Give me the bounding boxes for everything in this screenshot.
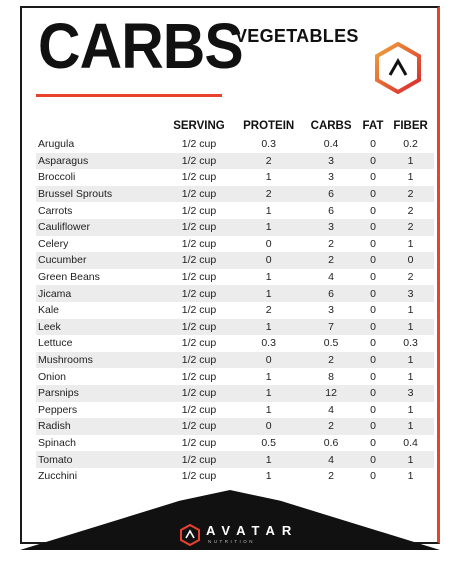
cell-food: Onion <box>38 370 67 383</box>
cell-protein: 1 <box>265 370 272 383</box>
cell-serving: 1/2 cup <box>164 186 234 203</box>
cell-carbs: 2 <box>328 470 334 483</box>
cell-fat: 0 <box>359 385 387 402</box>
cell-food: Broccoli <box>38 171 76 184</box>
cell-fat: 0 <box>359 153 387 170</box>
cell-protein: 0 <box>234 252 303 269</box>
cell-carbs: 2 <box>303 418 358 435</box>
cell-carbs: 3 <box>303 153 358 170</box>
cell-fat: 0 <box>359 252 387 269</box>
cell-fat: 0 <box>359 418 387 435</box>
cell-fat: 0 <box>370 470 376 483</box>
cell-fiber: 2 <box>387 186 434 203</box>
cell-carbs: 6 <box>303 186 358 203</box>
cell-carbs: 2 <box>303 252 358 269</box>
cell-fat: 0 <box>370 237 376 250</box>
cell-protein: 0.3 <box>261 337 276 350</box>
cell-serving: 1/2 cup <box>181 138 217 151</box>
cell-protein: 2 <box>234 186 303 203</box>
cell-protein: 1 <box>234 451 303 468</box>
avatar-hexagon-icon <box>180 524 200 546</box>
cell-fiber: 3 <box>387 385 434 402</box>
cell-food: Peppers <box>38 403 78 416</box>
cell-food: Asparagus <box>36 153 164 170</box>
cell-protein: 1 <box>265 204 272 217</box>
nutrition-card <box>20 6 440 544</box>
table-row <box>36 136 434 153</box>
cell-fiber: 1 <box>407 304 414 317</box>
cell-food: Tomato <box>36 451 164 468</box>
cell-fat: 0 <box>370 304 376 317</box>
cell-serving: 1/2 cup <box>181 204 217 217</box>
cell-fat: 0 <box>370 204 376 217</box>
table-row <box>36 252 434 269</box>
cell-carbs: 6 <box>328 204 334 217</box>
table-row <box>36 219 434 236</box>
cell-protein: 1 <box>265 470 272 483</box>
cell-carbs: 3 <box>303 219 358 236</box>
cell-protein: 1 <box>265 271 272 284</box>
cell-serving: 1/2 cup <box>181 171 217 184</box>
cell-fiber: 3 <box>387 285 434 302</box>
cell-fiber: 1 <box>407 237 414 250</box>
cell-fat: 0 <box>370 171 376 184</box>
cell-food: Cucumber <box>36 252 164 269</box>
cell-food: Kale <box>38 304 60 317</box>
table-row <box>36 435 434 452</box>
cell-food: Cauliflower <box>36 219 164 236</box>
cell-fiber: 0.4 <box>403 436 418 449</box>
cell-carbs: 2 <box>303 352 358 369</box>
cell-serving: 1/2 cup <box>164 319 234 336</box>
cell-fiber: 2 <box>407 271 414 284</box>
cell-serving: 1/2 cup <box>181 370 217 383</box>
cell-serving: 1/2 cup <box>164 285 234 302</box>
table-row <box>36 368 434 385</box>
cell-serving: 1/2 cup <box>164 352 234 369</box>
cell-serving: 1/2 cup <box>164 252 234 269</box>
cell-fiber: 0 <box>387 252 434 269</box>
cell-fat: 0 <box>359 319 387 336</box>
table-row <box>36 236 434 253</box>
cell-fiber: 1 <box>407 403 414 416</box>
cell-carbs: 7 <box>303 319 358 336</box>
cell-fat: 0 <box>359 352 387 369</box>
cell-fiber: 1 <box>407 370 414 383</box>
table-row <box>36 402 434 419</box>
table-header-row <box>36 118 434 136</box>
table-row <box>36 319 434 336</box>
cell-carbs: 8 <box>328 370 334 383</box>
cell-serving: 1/2 cup <box>181 470 217 483</box>
cell-serving: 1/2 cup <box>164 385 234 402</box>
cell-protein: 1 <box>234 219 303 236</box>
table-row <box>36 285 434 302</box>
cell-food: Green Beans <box>38 271 100 284</box>
cell-protein: 1 <box>234 319 303 336</box>
cell-fat: 0 <box>370 436 376 449</box>
cell-carbs: 2 <box>328 237 334 250</box>
table-row <box>36 202 434 219</box>
cell-carbs: 6 <box>303 285 358 302</box>
table-row <box>36 153 434 170</box>
cell-carbs: 3 <box>328 304 334 317</box>
page-title: CARBS <box>38 10 243 82</box>
cell-fiber: 1 <box>387 153 434 170</box>
cell-food: Spinach <box>38 436 76 449</box>
cell-fat: 0 <box>359 451 387 468</box>
cell-carbs: 12 <box>303 385 358 402</box>
cell-fat: 0 <box>370 337 376 350</box>
cell-fat: 0 <box>370 138 376 151</box>
table-row <box>36 186 434 203</box>
cell-fiber: 0.2 <box>403 138 418 151</box>
cell-carbs: 4 <box>328 403 334 416</box>
cell-fiber: 0.3 <box>403 337 418 350</box>
cell-carbs: 0.4 <box>323 138 339 151</box>
table-row <box>36 169 434 186</box>
cell-carbs: 0.5 <box>323 337 339 350</box>
cell-serving: 1/2 cup <box>181 337 217 350</box>
cell-carbs: 3 <box>328 171 334 184</box>
cell-carbs: 4 <box>328 271 334 284</box>
table-row <box>36 385 434 402</box>
hexagon-a-logo-icon <box>374 42 422 94</box>
cell-food: Radish <box>36 418 164 435</box>
cell-fiber: 1 <box>387 451 434 468</box>
cell-protein: 1 <box>265 171 272 184</box>
cell-fiber: 2 <box>407 204 414 217</box>
cell-fat: 0 <box>359 285 387 302</box>
cell-protein: 1 <box>234 385 303 402</box>
cell-food: Mushrooms <box>36 352 164 369</box>
cell-fiber: 1 <box>387 418 434 435</box>
cell-protein: 0.3 <box>261 138 276 151</box>
cell-protein: 2 <box>265 304 272 317</box>
brand-name: AVATAR <box>206 523 299 538</box>
nutrition-table <box>36 118 434 484</box>
cell-fiber: 1 <box>387 352 434 369</box>
table-row <box>36 451 434 468</box>
cell-fat: 0 <box>370 271 376 284</box>
table-row <box>36 468 434 485</box>
cell-serving: 1/2 cup <box>164 451 234 468</box>
cell-fiber: 2 <box>387 219 434 236</box>
title-underline <box>36 94 222 97</box>
column-header-protein: PROTEIN <box>243 120 295 132</box>
table-row <box>36 335 434 352</box>
cell-protein: 2 <box>234 153 303 170</box>
cell-food: Carrots <box>38 204 73 217</box>
cell-serving: 1/2 cup <box>164 418 234 435</box>
cell-protein: 1 <box>265 403 272 416</box>
table-row <box>36 269 434 286</box>
cell-food: Parsnips <box>36 385 164 402</box>
brand-logo <box>180 522 300 550</box>
page-subtitle: VEGETABLES <box>235 26 359 46</box>
cell-protein: 0 <box>234 352 303 369</box>
cell-fat: 0 <box>359 186 387 203</box>
cell-carbs: 0.6 <box>323 436 339 449</box>
cell-food: Brussel Sprouts <box>36 186 164 203</box>
table-body <box>36 136 434 484</box>
cell-serving: 1/2 cup <box>181 304 217 317</box>
cell-food: Jicama <box>36 285 164 302</box>
column-header-fat: FAT <box>362 120 384 132</box>
cell-food: Celery <box>38 237 69 250</box>
cell-food: Arugula <box>38 138 75 151</box>
cell-serving: 1/2 cup <box>181 436 217 449</box>
cell-protein: 0 <box>234 418 303 435</box>
cell-serving: 1/2 cup <box>181 403 217 416</box>
cell-fiber: 1 <box>407 470 414 483</box>
cell-serving: 1/2 cup <box>181 237 217 250</box>
column-header-fiber: FIBER <box>393 120 428 132</box>
cell-fat: 0 <box>370 403 376 416</box>
cell-food: Zucchini <box>38 470 78 483</box>
cell-fiber: 1 <box>407 171 414 184</box>
cell-carbs: 4 <box>303 451 358 468</box>
cell-protein: 0.5 <box>261 436 276 449</box>
cell-food: Leek <box>36 319 164 336</box>
cell-serving: 1/2 cup <box>164 219 234 236</box>
cell-fat: 0 <box>359 219 387 236</box>
cell-serving: 1/2 cup <box>181 271 217 284</box>
column-header-food <box>36 118 164 136</box>
cell-protein: 0 <box>265 237 272 250</box>
cell-serving: 1/2 cup <box>164 153 234 170</box>
column-header-carbs: CARBS <box>310 120 352 132</box>
brand-tagline: NUTRITION <box>208 539 255 544</box>
cell-food: Lettuce <box>38 337 73 350</box>
column-header-serving: SERVING <box>173 120 225 132</box>
table-row <box>36 352 434 369</box>
cell-fat: 0 <box>370 370 376 383</box>
cell-fiber: 1 <box>387 319 434 336</box>
table-row <box>36 302 434 319</box>
cell-protein: 1 <box>234 285 303 302</box>
table-row <box>36 418 434 435</box>
